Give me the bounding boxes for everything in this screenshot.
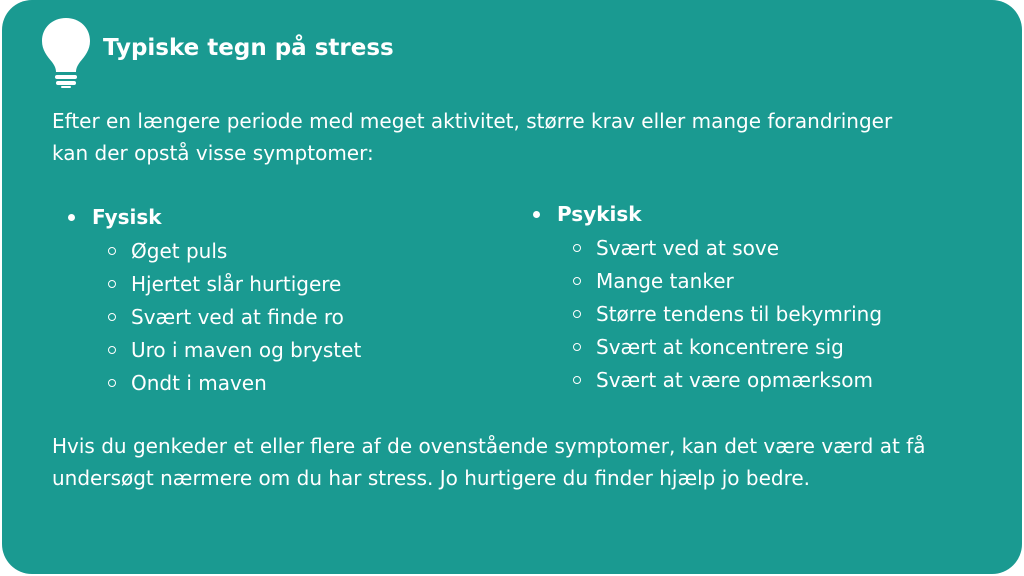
circle-bullet-icon (573, 277, 581, 285)
list-item (573, 264, 973, 297)
physical-symptom-list (68, 234, 508, 399)
circle-bullet-icon (108, 346, 116, 354)
circle-bullet-icon (573, 376, 581, 384)
intro-text: Efter en længere periode med meget aktivitet, større krav eller mange forandringer kan der opstå visse symptomer: (52, 109, 893, 165)
card-title: Typiske tegn på stress (103, 35, 394, 61)
circle-bullet-icon (108, 313, 116, 321)
list-item (573, 231, 973, 264)
info-card (2, 0, 1022, 574)
symptom-label: Svært ved at finde ro (131, 304, 344, 329)
bullet-icon (533, 211, 540, 218)
symptom-label: Uro i maven og brystet (131, 337, 362, 362)
symptom-label: Øget puls (131, 238, 228, 263)
lightbulb-icon (40, 16, 92, 88)
symptom-label: Ondt i maven (131, 370, 267, 395)
physical-heading (68, 200, 508, 234)
list-item (108, 300, 508, 333)
list-item (108, 333, 508, 366)
list-item (573, 297, 973, 330)
symptom-label: Svært ved at sove (596, 235, 780, 260)
list-item (573, 330, 973, 363)
list-item (108, 267, 508, 300)
list-item (108, 366, 508, 399)
circle-bullet-icon (108, 280, 116, 288)
bullet-icon (68, 214, 75, 221)
symptom-label: Større tendens til bekymring (596, 301, 883, 326)
symptom-label: Svært at være opmærksom (596, 367, 873, 392)
circle-bullet-icon (573, 343, 581, 351)
outro-text: Hvis du genkeder et eller flere af de ovenstående symptomer, kan det være værd at få undersøgt nærmere om du har stress. Jo hurtigere du finder hjælp jo bedre. (52, 434, 926, 490)
psychological-symptom-list (533, 231, 973, 396)
symptom-label: Mange tanker (596, 268, 734, 293)
psychological-symptoms-column (533, 197, 973, 396)
psychological-heading-label: Psykisk (557, 202, 642, 226)
symptom-label: Svært at koncentrere sig (596, 334, 844, 359)
circle-bullet-icon (108, 247, 116, 255)
psychological-heading (533, 197, 973, 231)
circle-bullet-icon (108, 379, 116, 387)
symptom-label: Hjertet slår hurtigere (131, 271, 342, 296)
list-item (573, 363, 973, 396)
physical-heading-label: Fysisk (92, 205, 162, 229)
physical-symptoms-column (68, 200, 508, 399)
list-item (108, 234, 508, 267)
circle-bullet-icon (573, 310, 581, 318)
circle-bullet-icon (573, 244, 581, 252)
